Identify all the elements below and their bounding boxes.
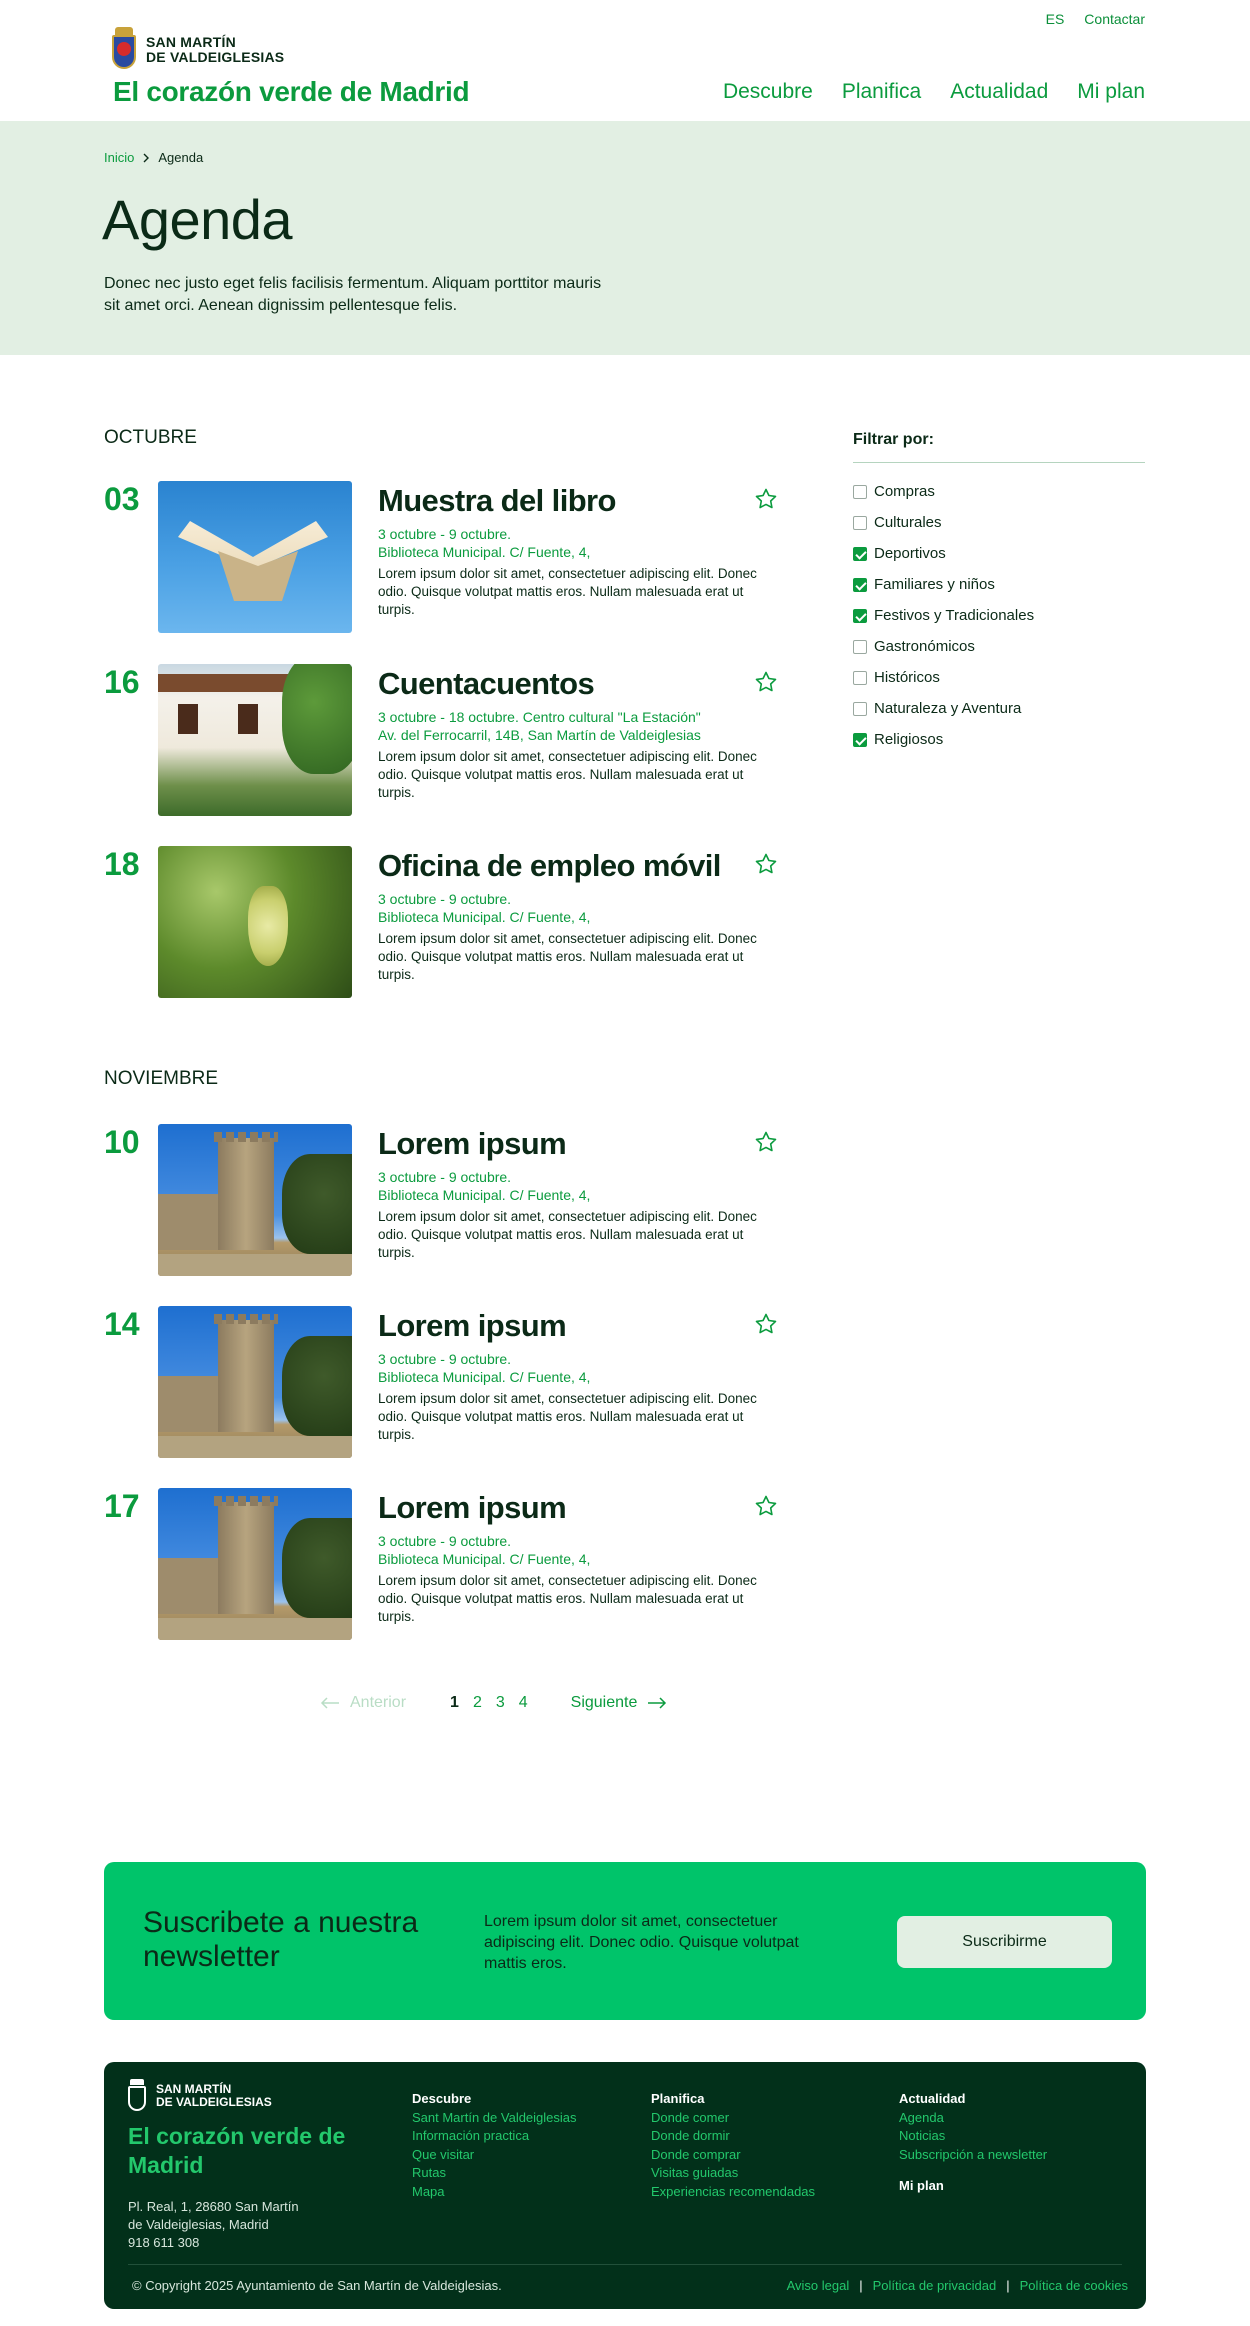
filter-panel [853,431,1145,755]
event-title[interactable]: Muestra del libro [378,483,616,518]
coat-of-arms-icon [126,2079,148,2113]
event-image-grapes[interactable] [158,846,352,998]
event-image-castle[interactable] [158,1488,352,1640]
footer-legal-links: Aviso legal | Política de privacidad | Política de cookies [786,2278,1128,2293]
event-day: 14 [104,1306,140,1342]
event-title[interactable]: Lorem ipsum [378,1308,567,1343]
month-heading: NOVIEMBRE [104,1068,219,1089]
event-card[interactable] [104,846,784,998]
star-icon[interactable] [754,1312,778,1336]
checkbox-checked[interactable] [853,609,867,623]
page-title: Agenda [102,188,293,251]
filter-religiosos[interactable]: Religiosos [853,724,1145,755]
event-card[interactable] [104,1124,784,1276]
breadcrumb-home[interactable]: Inicio [104,150,135,165]
event-title[interactable]: Oficina de empleo móvil [378,848,721,883]
site-footer [104,2062,1146,2309]
star-icon[interactable] [754,1130,778,1154]
nav-item-mi-plan[interactable]: Mi plan [1077,80,1145,103]
utility-links [1046,11,1145,27]
filter-historicos[interactable]: Históricos [853,662,1145,693]
filter-culturales[interactable]: Culturales [853,507,1145,538]
footer-link[interactable]: Donde dormir [651,2128,730,2143]
checkbox[interactable] [853,516,867,530]
newsletter-title: Suscribete a nuestra newsletter [143,1906,419,1973]
pagination-pages [450,1694,528,1712]
page-2[interactable]: 2 [472,1694,482,1711]
footer-column-actualidad: Actualidad Agenda Noticias Subscripción a newsletter Mi plan [899,2090,1047,2196]
footer-link[interactable]: Sant Martín de Valdeiglesias [412,2109,577,2125]
event-description: Lorem ipsum dolor sit amet, consectetuer adipiscing elit. Donec odio. Quisque volutpat mattis eros. Nullam malesuada erat ut turpis. [378,931,757,982]
event-card[interactable] [104,1306,784,1458]
footer-mi-plan-link[interactable]: Mi plan [899,2178,944,2193]
page-description: Donec nec justo eget felis facilisis fermentum. Aliquam porttitor mauris sit amet orci. Aenean dignissim pellentesque felis. [104,275,602,314]
footer-link[interactable]: Noticias [899,2128,946,2143]
main-nav [723,80,1145,104]
event-description: Lorem ipsum dolor sit amet, consectetuer adipiscing elit. Donec odio. Quisque volutpat mattis eros. Nullam malesuada erat ut turpis. [378,1209,757,1260]
municipality-logo[interactable] [110,27,284,72]
nav-item-planifica[interactable]: Planifica [841,80,922,103]
footer-column-descubre: Descubre Sant Martín de Valdeiglesias Información practica Que visitar Rutas Mapa [412,2090,577,2201]
event-image-courtyard-house[interactable] [158,664,352,816]
event-day: 10 [104,1124,140,1160]
footer-link[interactable]: Mapa [412,2183,445,2199]
footer-link[interactable]: Visitas guiadas [651,2165,739,2180]
event-title[interactable]: Cuentacuentos [378,666,595,701]
checkbox-checked[interactable] [853,578,867,592]
nav-item-actualidad[interactable]: Actualidad [950,80,1049,103]
municipality-name: SAN MARTÍN DE VALDEIGLESIAS [146,33,285,65]
event-description: Lorem ipsum dolor sit amet, consectetuer adipiscing elit. Donec odio. Quisque volutpat mattis eros. Nullam malesuada erat ut turpis. [378,566,757,617]
checkbox[interactable] [853,671,867,685]
filter-list [853,476,1145,755]
page-4[interactable]: 4 [518,1694,528,1711]
event-image-castle[interactable] [158,1124,352,1276]
month-heading: OCTUBRE [104,427,197,448]
subscribe-button[interactable]: Suscribirme [897,1916,1112,1968]
event-meta: 3 octubre - 9 octubre. Biblioteca Municipal. C/ Fuente, 4, [378,891,591,925]
coat-of-arms-icon [110,27,138,72]
newsletter-text: Lorem ipsum dolor sit amet, consectetuer adipiscing elit. Donec odio. Quisque volutpat mattis eros. [484,1913,799,1972]
cookie-policy-link[interactable]: Política de cookies [1019,2278,1128,2293]
language-selector[interactable]: ES [1045,11,1065,27]
event-description: Lorem ipsum dolor sit amet, consectetuer adipiscing elit. Donec odio. Quisque volutpat mattis eros. Nullam malesuada erat ut turpis. [378,1391,757,1442]
filter-festivos[interactable]: Festivos y Tradicionales [853,600,1145,631]
footer-link[interactable]: Donde comer [651,2109,730,2125]
star-icon[interactable] [754,487,778,511]
event-title[interactable]: Lorem ipsum [378,1126,567,1161]
legal-notice-link[interactable]: Aviso legal [786,2278,850,2293]
footer-brand: El corazón verde de Madrid [128,2123,346,2178]
footer-logo[interactable] [126,2079,272,2113]
event-day: 17 [104,1488,140,1524]
event-description: Lorem ipsum dolor sit amet, consectetuer adipiscing elit. Donec odio. Quisque volutpat mattis eros. Nullam malesuada erat ut turpis. [378,749,757,800]
footer-column-planifica: Planifica Donde comer Donde dormir Donde comprar Visitas guiadas Experiencias recomendadas [651,2090,815,2201]
filter-title: Filtrar por: [853,431,1145,463]
footer-link[interactable]: Agenda [899,2109,944,2125]
event-day: 18 [104,846,140,882]
filter-compras[interactable]: Compras [853,476,1145,507]
pagination-prev[interactable]: Anterior [320,1694,406,1712]
footer-link[interactable]: Subscripción a newsletter [899,2146,1048,2162]
event-card[interactable] [104,1488,784,1640]
arrow-right-icon [647,1697,667,1709]
filter-naturaleza[interactable]: Naturaleza y Aventura [853,693,1145,724]
footer-link[interactable]: Rutas [412,2165,446,2180]
page-hero [0,121,1250,355]
checkbox[interactable] [853,640,867,654]
event-meta: 3 octubre - 9 octubre. Biblioteca Municipal. C/ Fuente, 4, [378,1351,591,1385]
event-meta: 3 octubre - 9 octubre. Biblioteca Municipal. C/ Fuente, 4, [378,1169,591,1203]
footer-address: Pl. Real, 1, 28680 San Martín de Valdeiglesias, Madrid 918 611 308 [128,2198,328,2252]
event-image-castle[interactable] [158,1306,352,1458]
event-description: Lorem ipsum dolor sit amet, consectetuer adipiscing elit. Donec odio. Quisque volutpat mattis eros. Nullam malesuada erat ut turpis. [378,1573,757,1624]
event-day: 03 [104,481,140,517]
site-header [0,0,1250,121]
pagination [320,1694,667,1712]
breadcrumb-current: Agenda [158,150,204,165]
footer-phone[interactable]: 918 611 308 [128,2235,200,2250]
newsletter-banner [104,1862,1146,2020]
checkbox-checked[interactable] [853,733,867,747]
checkbox[interactable] [853,702,867,716]
event-card[interactable] [104,481,784,633]
page-3[interactable]: 3 [495,1694,505,1711]
nav-item-descubre[interactable]: Descubre [722,80,813,103]
page-1[interactable]: 1 [450,1694,459,1711]
footer-link[interactable]: Experiencias recomendadas [651,2183,816,2199]
chevron-right-icon [142,153,150,163]
checkbox[interactable] [853,485,867,499]
star-icon[interactable] [754,670,778,694]
footer-municipality-name: SAN MARTÍN DE VALDEIGLESIAS [156,2082,272,2109]
contact-link[interactable]: Contactar [1084,11,1145,27]
event-card[interactable] [104,664,784,816]
brand-tagline[interactable]: El corazón verde de Madrid [113,76,470,107]
event-title[interactable]: Lorem ipsum [378,1490,567,1525]
footer-copyright: © Copyright 2025 Ayuntamiento de San Martín de Valdeiglesias. [132,2278,502,2293]
pagination-next[interactable]: Siguiente [571,1694,668,1712]
event-day: 16 [104,664,140,700]
filter-gastronomicos[interactable]: Gastronómicos [853,631,1145,662]
privacy-policy-link[interactable]: Política de privacidad [872,2278,997,2293]
event-meta: 3 octubre - 9 octubre. Biblioteca Municipal. C/ Fuente, 4, [378,526,591,560]
event-meta: 3 octubre - 9 octubre. Biblioteca Municipal. C/ Fuente, 4, [378,1533,591,1567]
star-icon[interactable] [754,852,778,876]
event-meta: 3 octubre - 18 octubre. Centro cultural "La Estación" Av. del Ferrocarril, 14B, San Martín de Valdeiglesias [378,709,701,743]
filter-familiares[interactable]: Familiares y niños [853,569,1145,600]
event-image-open-book[interactable] [158,481,352,633]
arrow-left-icon [320,1697,340,1709]
footer-divider [128,2264,1122,2265]
footer-link[interactable]: Información practica [412,2128,530,2143]
star-icon[interactable] [754,1494,778,1518]
checkbox-checked[interactable] [853,547,867,561]
filter-deportivos[interactable]: Deportivos [853,538,1145,569]
footer-link[interactable]: Donde comprar [651,2146,741,2162]
breadcrumb [104,150,203,165]
footer-link[interactable]: Que visitar [412,2146,475,2162]
